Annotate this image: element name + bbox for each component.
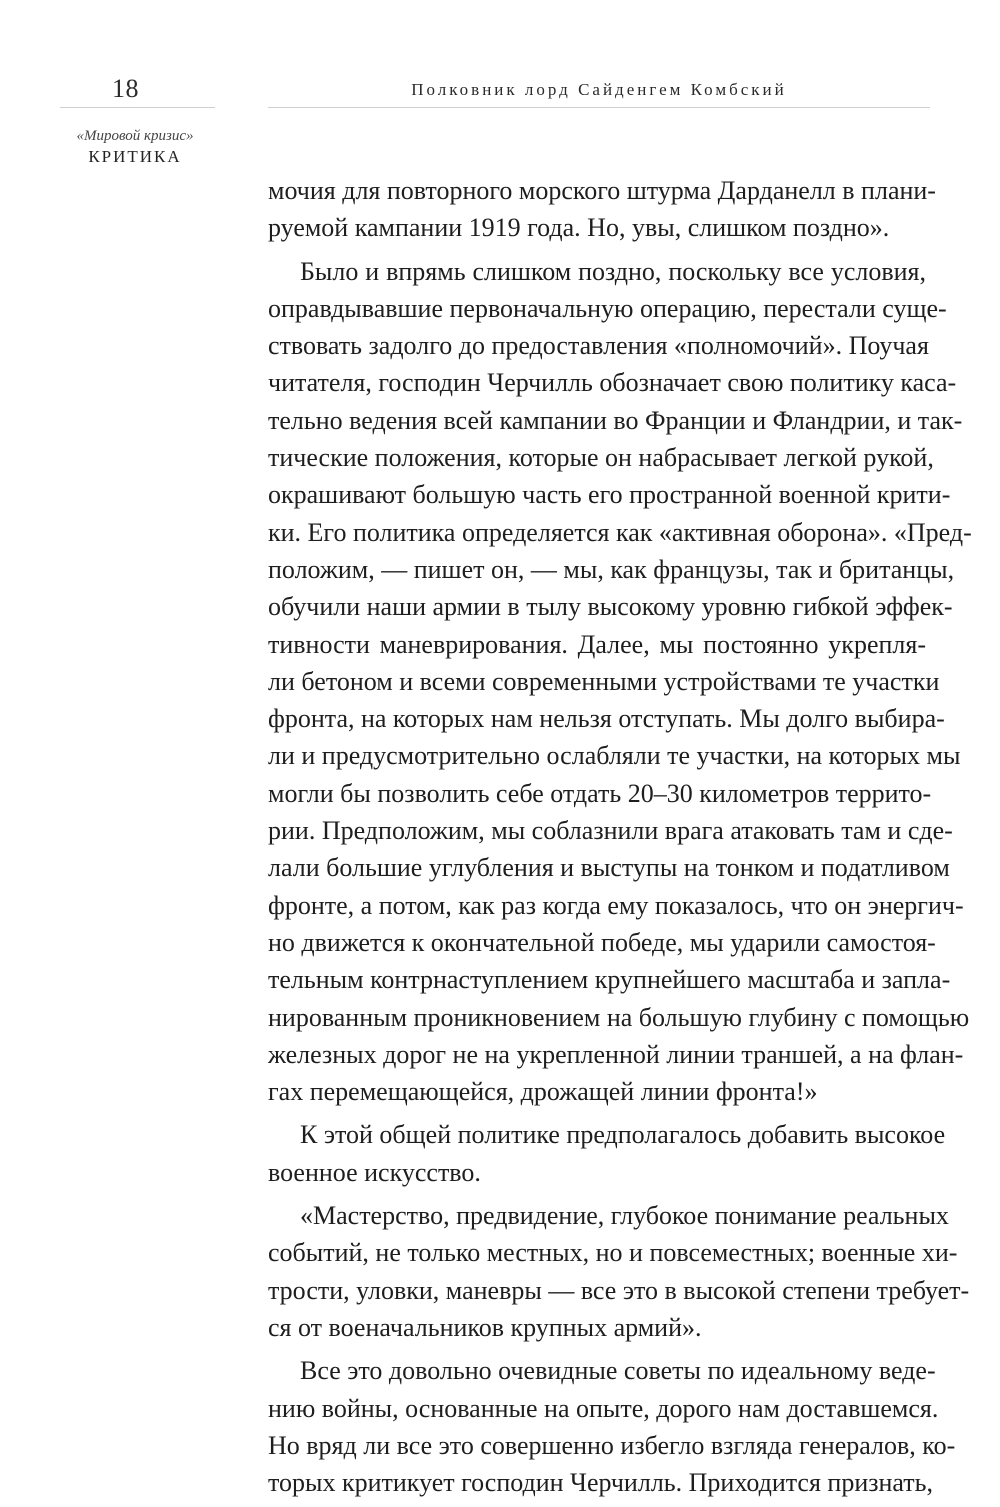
text-line: Но вряд ли все это совершенно избегло взгляда генералов, ко- bbox=[268, 1430, 956, 1460]
paragraph bbox=[268, 1116, 946, 1191]
body-text bbox=[268, 172, 972, 1507]
page-number: 18 bbox=[112, 74, 139, 103]
text-line: мочия для повторного морского штурма Дарданелл в плани- bbox=[268, 176, 936, 205]
text-line: событий, не только местных, но и повсеместных; военные хи- bbox=[268, 1238, 958, 1268]
text-line: обучили наши армии в тылу высокому уровню гибкой эффек- bbox=[268, 592, 953, 622]
running-head: Полковник лорд Сайденгем Комбский bbox=[411, 80, 787, 99]
text-line: торых критикует господин Черчилль. Приходится признать, bbox=[268, 1468, 934, 1498]
text-line: ствовать задолго до предоставления «полномочий». Поучая bbox=[268, 331, 929, 361]
text-line: рии. Предположим, мы соблазнили врага атаковать там и сде- bbox=[268, 816, 953, 846]
text-line: Было и впрямь слишком поздно, поскольку все условия, bbox=[300, 256, 926, 286]
header-rule-right bbox=[268, 107, 930, 108]
text-line: окрашивают большую часть его пространной военной крити- bbox=[268, 480, 951, 510]
paragraph bbox=[268, 253, 972, 1111]
text-line: тические положения, которые он набрасывает легкой рукой, bbox=[268, 443, 934, 473]
text-line: Все это довольно очевидные советы по идеальному веде- bbox=[300, 1356, 936, 1386]
text-line: лали большие углубления и выступы на тонком и податливом bbox=[268, 853, 950, 883]
text-line: гах перемещающейся, дрожащей линии фронта!» bbox=[268, 1077, 818, 1107]
side-note-title: КРИТИКА bbox=[88, 147, 182, 166]
text-line: тельным контрнаступлением крупнейшего масштаба и запла- bbox=[268, 965, 951, 995]
text-line: нию войны, основанные на опыте, дорого нам доставшемся. bbox=[268, 1393, 939, 1423]
text-line: ки. Его политика определяется как «активная оборона». «Пред- bbox=[268, 517, 972, 547]
text-line: фронте, а потом, как раз когда ему показалось, что он энергич- bbox=[268, 890, 964, 920]
side-note bbox=[50, 128, 220, 167]
text-line: железных дорог не на укрепленной линии траншей, а на флан- bbox=[268, 1039, 964, 1069]
text-line: читателя, господин Черчилль обозначает свою политику каса- bbox=[268, 368, 957, 398]
text-line: положим, — пишет он, — мы, как французы, так и британцы, bbox=[268, 554, 955, 584]
text-line: К этой общей политике предполагалось добавить высокое bbox=[300, 1120, 946, 1150]
text-line: ли бетоном и всеми современными устройствами те участки bbox=[268, 666, 940, 696]
text-line: руемой кампании 1919 года. Но, увы, слишком поздно». bbox=[268, 213, 890, 243]
paragraph bbox=[268, 1352, 956, 1501]
text-line: ли и предусмотрительно ослабляли те участки, на которых мы bbox=[268, 741, 961, 771]
text-line: тивности маневрирования. Далее, мы постоянно укрепля- bbox=[268, 629, 926, 659]
text-line: фронта, на которых нам нельзя отступать. Мы долго выбира- bbox=[268, 704, 945, 734]
side-note-subtitle: «Мировой кризис» bbox=[76, 128, 194, 144]
text-line: но движется к окончательной победе, мы ударили самостоя- bbox=[268, 927, 936, 957]
text-line: военное искусство. bbox=[268, 1157, 481, 1187]
text-line: оправдывавшие первоначальную операцию, перестали суще- bbox=[268, 293, 947, 323]
text-line: могли бы позволить себе отдать 20–30 километров террито- bbox=[268, 778, 932, 808]
text-line: тельно ведения всей кампании во Франции и Фландрии, и так- bbox=[268, 405, 963, 435]
paragraph bbox=[268, 172, 936, 247]
paragraph bbox=[268, 1197, 970, 1346]
header-rule-left bbox=[60, 107, 215, 108]
text-line: трости, уловки, маневры — все это в высокой степени требует- bbox=[268, 1275, 970, 1305]
text-line: «Мастерство, предвидение, глубокое понимание реальных bbox=[300, 1201, 949, 1231]
text-line: нированным проникновением на большую глубину с помощью bbox=[268, 1002, 970, 1032]
text-line: ся от военачальников крупных армий». bbox=[268, 1312, 702, 1342]
